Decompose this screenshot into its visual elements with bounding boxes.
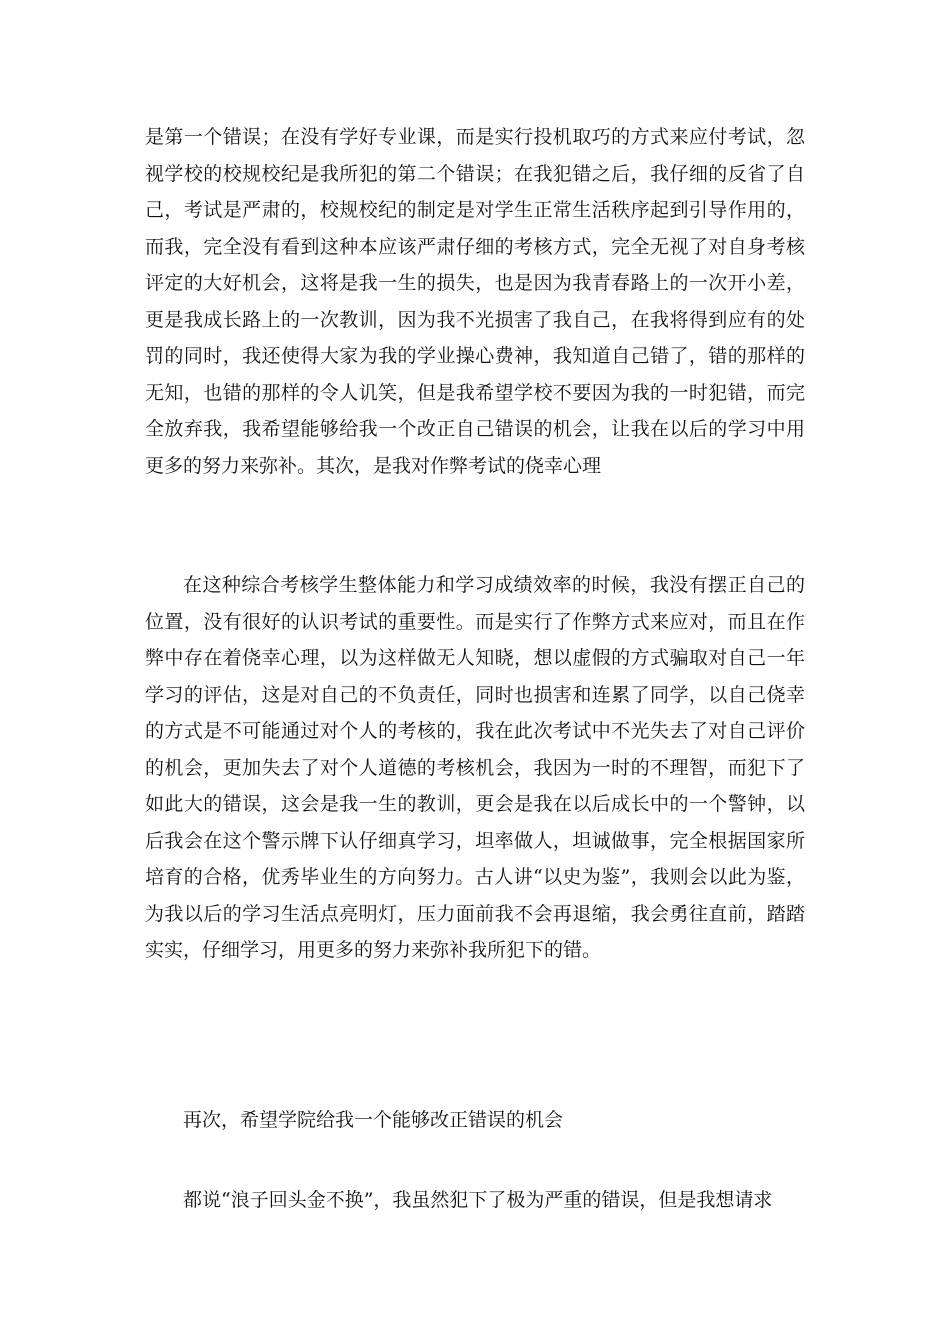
paragraph-2: 在这种综合考核学生整体能力和学习成绩效率的时候，我没有摆正自己的位置，没有很好的认识考试的重要性。而是实行了作弊方式来应对，而且在作弊中存在着侥幸心理，以为这样做无人知晓，想以虚假的方式骗取对自己一年学习的评估，这是对自己的不负责任，同时也损害和连累了同学，以自己侥幸的方式是不可能通过对个人的考核的，我在此次考试中不光失去了对自己评价的机会，更加失去了对个人道德的考核机会，我因为一时的不理智，而犯下了如此大的错误，这会是我一生的教训，更会是我在以后成长中的一个警钟，以后我会在这个警示牌下认仔细真学习，坦率做人，坦诚做事，完全根据国家所培育的合格，优秀毕业生的方向努力。古人讲“以史为鉴”，我则会以此为鉴，为我以后的学习生活点亮明灯，压力面前我不会再退缩，我会勇往直前，踏踏实实，仔细学习，用更多的努力来弥补我所犯下的错。 — [145, 574, 805, 961]
paragraph-3: 都说“浪子回头金不换”，我虽然犯下了极为严重的错误，但是我想请求 — [183, 1189, 773, 1211]
paragraph-1: 是第一个错误；在没有学好专业课，而是实行投机取巧的方式来应付考试，忽视学校的校规校纪是我所犯的第二个错误；在我犯错之后，我仔细的反省了自己，考试是严肃的，校规校纪的制定是对学生正常生活秩序起到引导作用的，而我，完全没有看到这种本应该严肃仔细的考核方式，完全无视了对自身考核评定的大好机会，这将是我一生的损失，也是因为我青春路上的一次开小差，更是我成长路上的一次教训，因为我不光损害了我自己，在我将得到应有的处罚的同时，我还使得大家为我的学业操心费神，我知道自己错了，错的那样的无知，也错的那样的令人讥笑，但是我希望学校不要因为我的一时犯错，而完全放弃我，我希望能够给我一个改正自己错误的机会，让我在以后的学习中用更多的努力来弥补。其次，是我对作弊考试的侥幸心理 — [145, 126, 805, 477]
section-heading: 再次，希望学院给我一个能够改正错误的机会 — [183, 1109, 564, 1131]
